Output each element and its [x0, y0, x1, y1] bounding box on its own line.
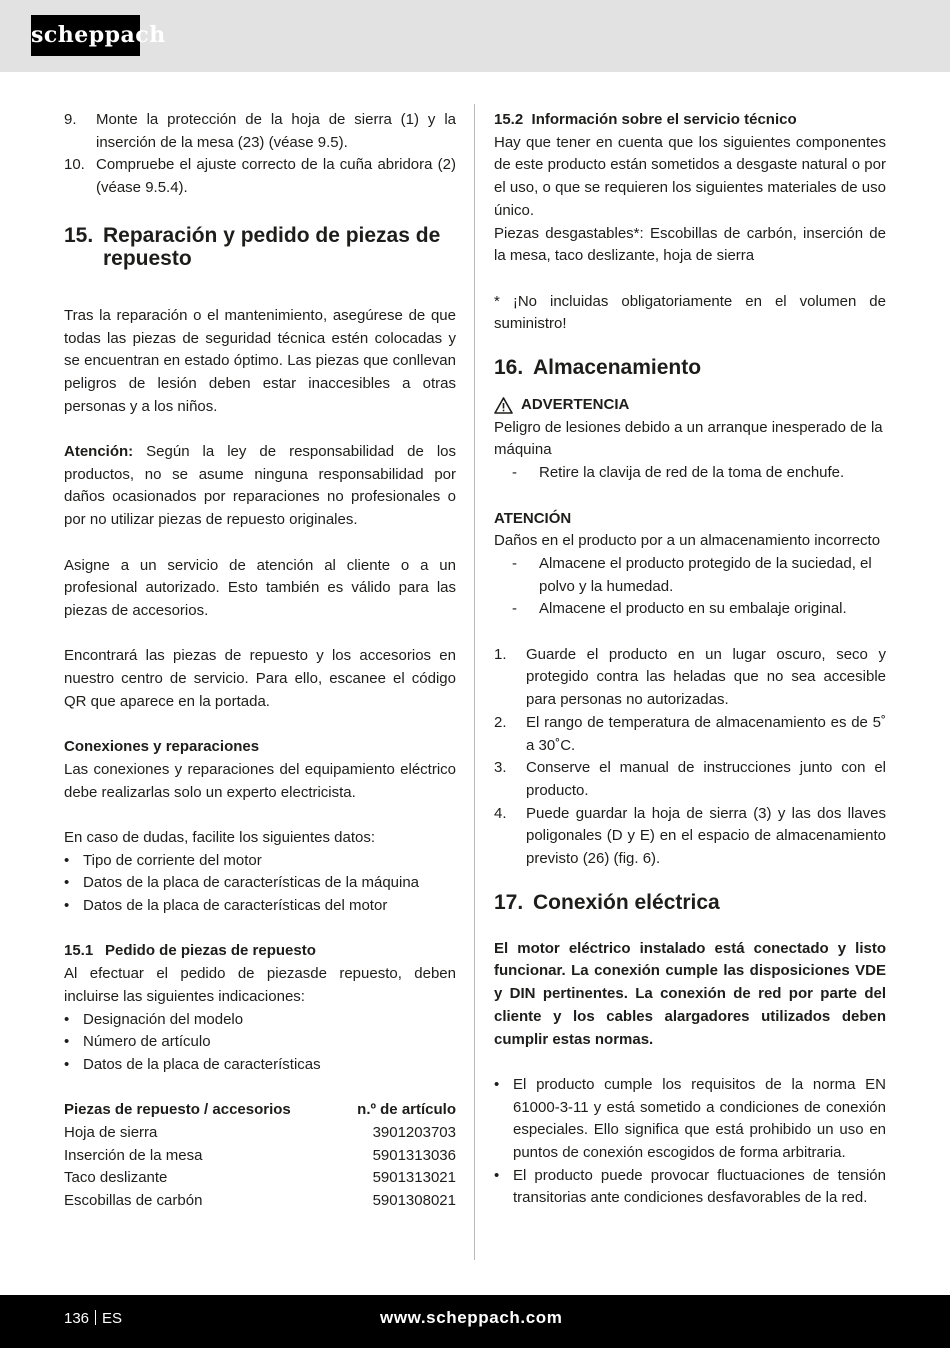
spare-parts-table — [64, 1099, 456, 1213]
warning-heading: ADVERTENCIA — [494, 394, 886, 417]
attention-list — [494, 553, 886, 621]
table-row: Inserción de la mesa 5901313036 — [64, 1146, 456, 1164]
brand-logo: scheppach — [31, 15, 140, 56]
paragraph: Encontrará las piezas de repuesto y los accesorios en nuestro centro de servicio. Para ello, escanee el código QR que aparece en la portada. — [64, 647, 456, 710]
header-bar — [0, 0, 950, 72]
column-header: n.º de artículo — [357, 1101, 456, 1119]
paragraph: Al efectuar el pedido de piezasde repuesto, deben incluirse las siguientes indicaciones: — [64, 965, 456, 1005]
electric-list — [494, 1074, 886, 1210]
list-item: - Almacene el producto protegido de la suciedad, el polvo y la humedad. — [512, 554, 872, 595]
section-heading-15: 15. Reparación y pedido de piezas de repuesto — [64, 223, 441, 270]
list-item: - Almacene el producto en su embalaje original. — [512, 600, 847, 618]
list-item: 3. Conserve el manual de instrucciones junto con el producto. — [494, 759, 886, 799]
list-item: 2. El rango de temperatura de almacenamiento es de 5˚ a 30˚C. — [494, 713, 886, 754]
assembly-steps — [64, 109, 456, 200]
attention-heading: ATENCIÓN — [494, 509, 572, 527]
table-header-row — [64, 1099, 456, 1122]
paragraph: En caso de dudas, facilite los siguientes datos: — [64, 828, 376, 846]
list-item: • Datos de la placa de características — [64, 1055, 321, 1073]
section-heading-17: 17. Conexión eléctrica — [494, 890, 720, 914]
paragraph: Tras la reparación o el mantenimiento, asegúrese de que todas las piezas de seguridad técnica estén colocadas y se encuentran en estado óptimo. Las piezas que conllevan peligros de lesión deben estar inaccesibles a otras personas y a los niños. — [64, 306, 456, 415]
paragraph: Asigne a un servicio de atención al cliente o a un profesional autorizado. Esto también es válido para las piezas de accesorios. — [64, 556, 456, 619]
list-item: • Tipo de corriente del motor — [64, 851, 262, 869]
paragraph: Atención: Según la ley de responsabilidad de los productos, no se asume ninguna responsabilidad por daños ocasionados por reparaciones no profesionales o por no utilizar piezas de repuesto originales. — [64, 443, 456, 529]
table-row: Hoja de sierra 3901203703 — [64, 1124, 456, 1142]
list-item: • El producto cumple los requisitos de la norma EN 61000-3-11 y está sometido a condiciones de conexión especiales. Ello significa que está prohibido un uso en puntos de conexión escogidos de forma arbitraria. — [494, 1075, 886, 1162]
order-list — [64, 1009, 456, 1077]
list-item: • Datos de la placa de características de la máquina — [64, 874, 420, 892]
right-column — [494, 109, 886, 1210]
page-number: 136 ES — [64, 1310, 123, 1327]
table-row: Escobillas de carbón 5901308021 — [64, 1192, 456, 1210]
table-row: Taco deslizante 5901313021 — [64, 1169, 456, 1187]
paragraph: Hay que tener en cuenta que los siguientes componentes de este producto están sometidos a desgaste natural o por el uso, o que se requieren los siguientes materiales de uso único. — [494, 133, 886, 219]
list-item: • Datos de la placa de características del motor — [64, 897, 388, 915]
paragraph: Peligro de lesiones debido a un arranque inesperado de la máquina — [494, 418, 883, 459]
list-item: • Designación del modelo — [64, 1010, 244, 1028]
list-item: - Retire la clavija de red de la toma de enchufe. — [512, 464, 845, 482]
footnote: * ¡No incluidas obligatoriamente en el volumen de suministro! — [494, 292, 886, 333]
list-item: • Número de artículo — [64, 1033, 211, 1051]
warning-triangle-icon — [494, 397, 513, 414]
doubts-list — [64, 850, 456, 918]
list-item: 1. Guarde el producto en un lugar oscuro, seco y protegido contra las heladas que no sea accesible para personas no autorizadas. — [494, 645, 886, 709]
footer-url[interactable]: www.scheppach.com — [380, 1308, 563, 1327]
list-item: • El producto puede provocar fluctuaciones de tensión transitorias ante condiciones desfavorables de la red. — [494, 1166, 886, 1207]
storage-steps — [494, 644, 886, 871]
paragraph: Piezas desgastables*: Escobillas de carbón, inserción de la mesa, taco deslizante, hoja de sierra — [494, 224, 886, 265]
subsection-heading-15-1: 15.1 Pedido de piezas de repuesto — [64, 942, 316, 960]
subsection-heading-15-2: 15.2 Información sobre el servicio técnico — [494, 111, 797, 128]
list-item: 10. Compruebe el ajuste correcto de la cuña abridora (2) (véase 9.5.4). — [64, 156, 456, 197]
list-item: 9. Monte la protección de la hoja de sierra (1) y la inserción de la mesa (23) (véase 9.5). — [64, 111, 456, 151]
paragraph: Las conexiones y reparaciones del equipamiento eléctrico debe realizarlas solo un experto electricista. — [64, 760, 456, 801]
warning-list — [494, 462, 886, 485]
left-column — [64, 109, 456, 1213]
footer-bar — [0, 1295, 950, 1348]
subheading: Conexiones y reparaciones — [64, 738, 260, 756]
column-header: Piezas de repuesto / accesorios — [64, 1101, 291, 1119]
column-divider — [474, 104, 475, 1260]
section-heading-16: 16. Almacenamiento — [494, 356, 702, 380]
paragraph: El motor eléctrico instalado está conectado y listo funcionar. La conexión cumple las disposiciones VDE y DIN pertinentes. La conexión de red por parte del cliente y los cables alargadores utilizados deben cumplir estas normas. — [494, 939, 886, 1048]
list-item: 4. Puede guardar la hoja de sierra (3) y las dos llaves poligonales (D y E) en el espacio de almacenamiento previsto (26) (fig. 6). — [494, 804, 886, 868]
paragraph: Daños en el producto por a un almacenamiento incorrecto — [494, 532, 881, 550]
